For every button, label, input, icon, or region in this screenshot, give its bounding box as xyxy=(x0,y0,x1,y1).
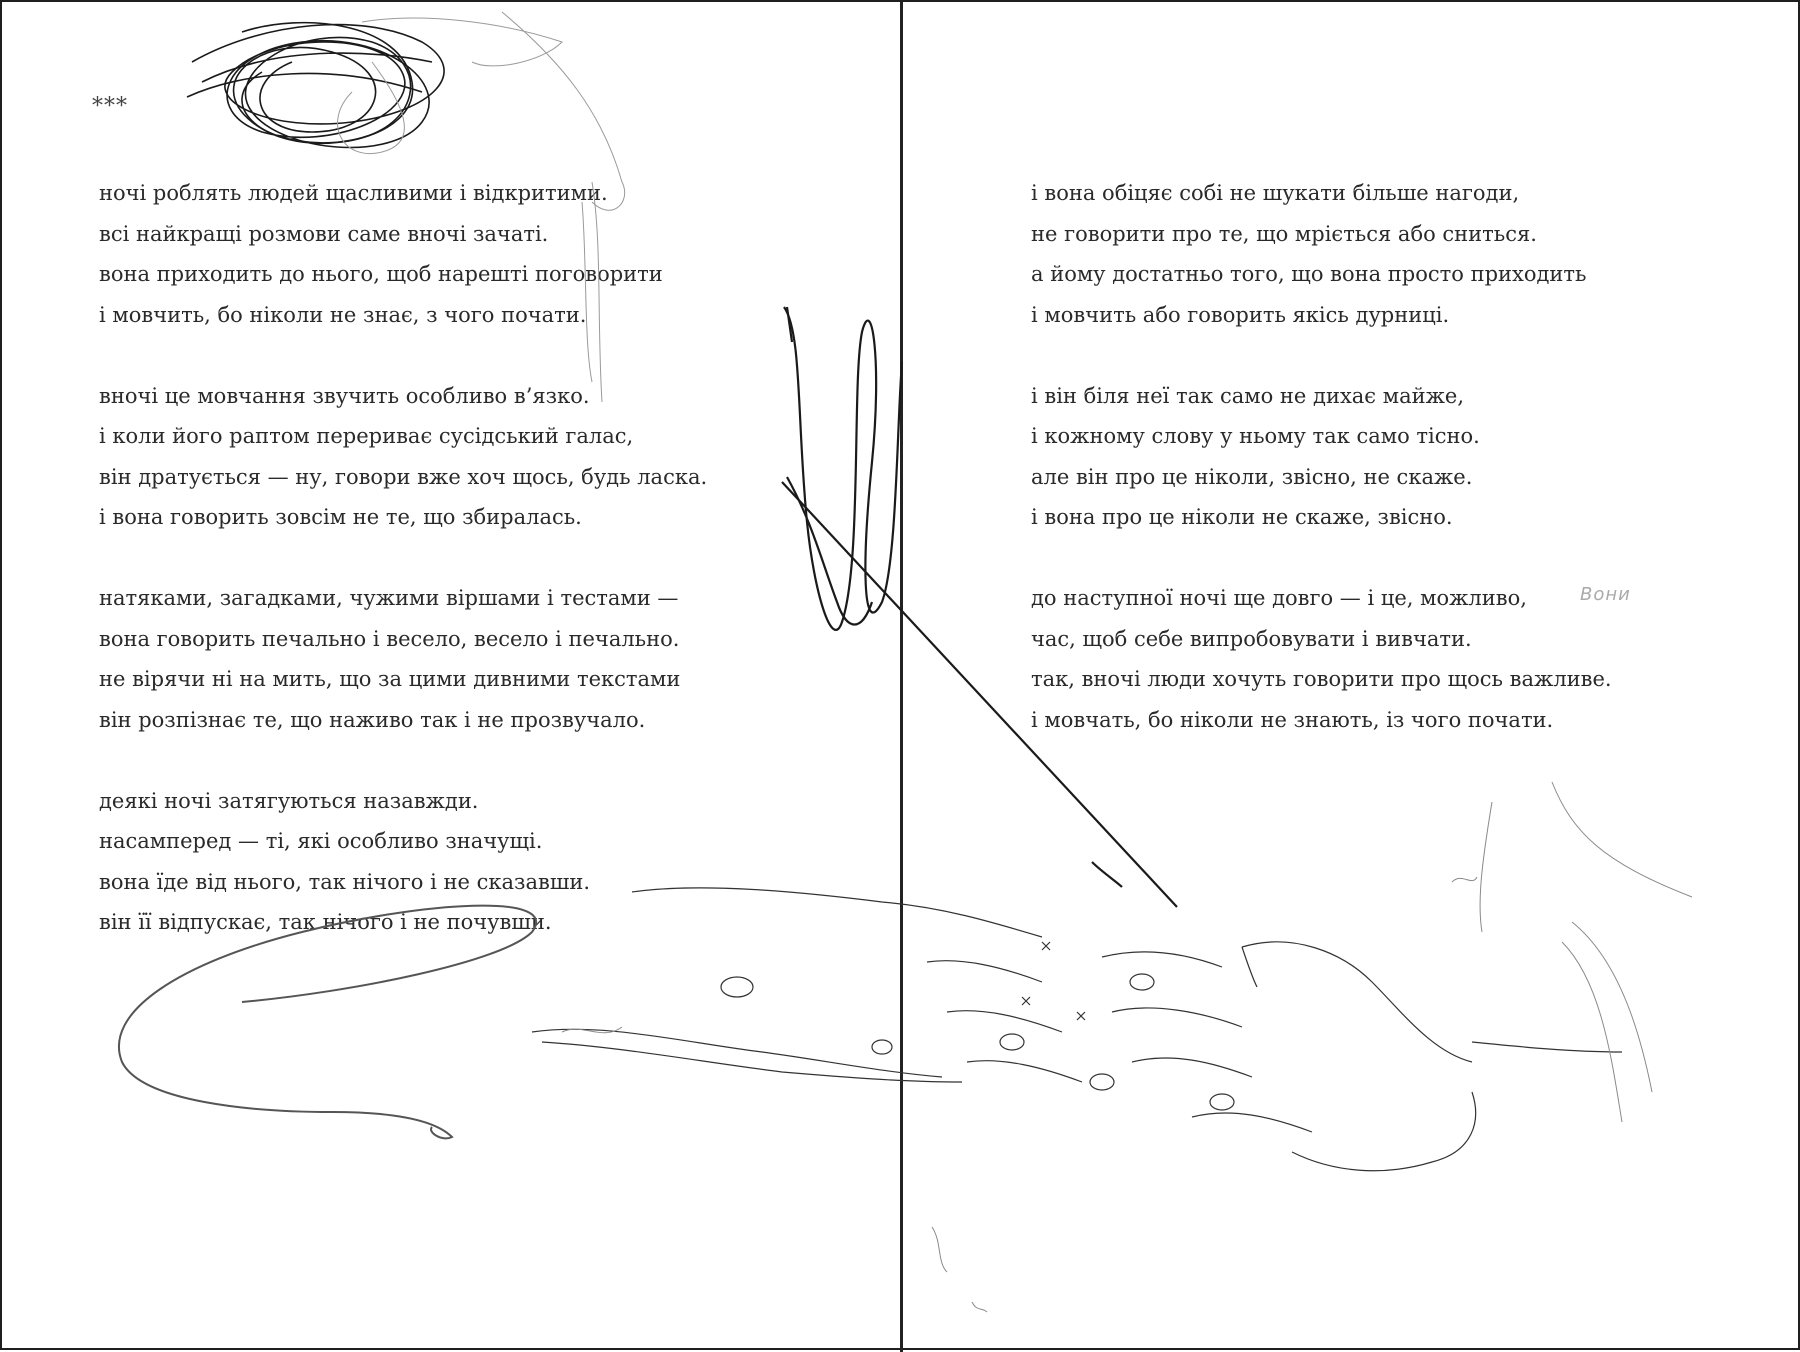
poem-line: а йому достатньо того, що вона просто приходить xyxy=(1031,262,1587,286)
stanza xyxy=(1031,173,1791,335)
poem-line: і коли його раптом перериває сусідський галас, xyxy=(99,424,634,448)
poem-line: і вона говорить зовсім не те, що збиралась. xyxy=(99,505,582,529)
left-page xyxy=(2,2,900,1348)
poem-line: так, вночі люди хочуть говорити про щось важливе. xyxy=(1031,667,1612,691)
poem-line: і мовчить, бо ніколи не знає, з чого почати. xyxy=(99,302,587,327)
poem-line: вона говорить печально і весело, весело і печально. xyxy=(99,626,680,651)
asterism: *** xyxy=(92,94,128,119)
poem-line: вона їде від нього, так нічого і не сказавши. xyxy=(99,869,591,894)
poem-line: і вона про це ніколи не скаже, звісно. xyxy=(1031,505,1453,529)
stanza xyxy=(99,376,859,538)
stanza xyxy=(1031,578,1791,740)
poem-line: не говорити про те, що мріється або сниться. xyxy=(1031,221,1537,246)
poem-line: натяками, загадками, чужими віршами і тестами — xyxy=(99,586,679,610)
right-page xyxy=(902,2,1800,1348)
handwritten-marginalia: Вони xyxy=(1580,584,1631,605)
poem-line: і він біля неї так само не дихає майже, xyxy=(1031,383,1465,408)
stanza xyxy=(99,173,859,335)
poem-line: час, щоб себе випробовувати і вивчати. xyxy=(1031,626,1472,651)
poem-line: вночі це мовчання звучить особливо в’язко. xyxy=(99,383,590,408)
poem-line: але він про це ніколи, звісно, не скаже. xyxy=(1031,464,1473,489)
poem-line: вона приходить до нього, щоб нарешті поговорити xyxy=(99,262,663,286)
poem-line: деякі ночі затягуються назавжди. xyxy=(99,788,479,813)
poem-line: він дратується — ну, говори вже хоч щось, будь ласка. xyxy=(99,464,708,489)
poem-line: ночі роблять людей щасливими і відкритими. xyxy=(99,181,608,205)
poem-line: він розпізнає те, що наживо так і не прозвучало. xyxy=(99,707,646,732)
poem-line: насамперед — ті, які особливо значущі. xyxy=(99,829,543,853)
poem-left xyxy=(99,173,859,983)
poem-line: він її відпускає, так нічого і не почувши. xyxy=(99,910,552,934)
stanza xyxy=(99,781,859,943)
poem-line: і кожному слову у ньому так само тісно. xyxy=(1031,424,1480,448)
poem-line: не вірячи ні на мить, що за цими дивними текстами xyxy=(99,667,681,691)
poem-line: всі найкращі розмови саме вночі зачаті. xyxy=(99,221,549,246)
poem-line: до наступної ночі ще довго — і це, можливо, xyxy=(1031,586,1527,610)
poem-right xyxy=(1031,173,1791,781)
poem-line: і мовчить або говорить якісь дурниці. xyxy=(1031,302,1450,327)
stanza xyxy=(99,578,859,740)
stanza xyxy=(1031,376,1791,538)
poem-line: і вона обіцяє собі не шукати більше нагоди, xyxy=(1031,181,1520,205)
poem-line: і мовчать, бо ніколи не знають, із чого почати. xyxy=(1031,707,1554,732)
